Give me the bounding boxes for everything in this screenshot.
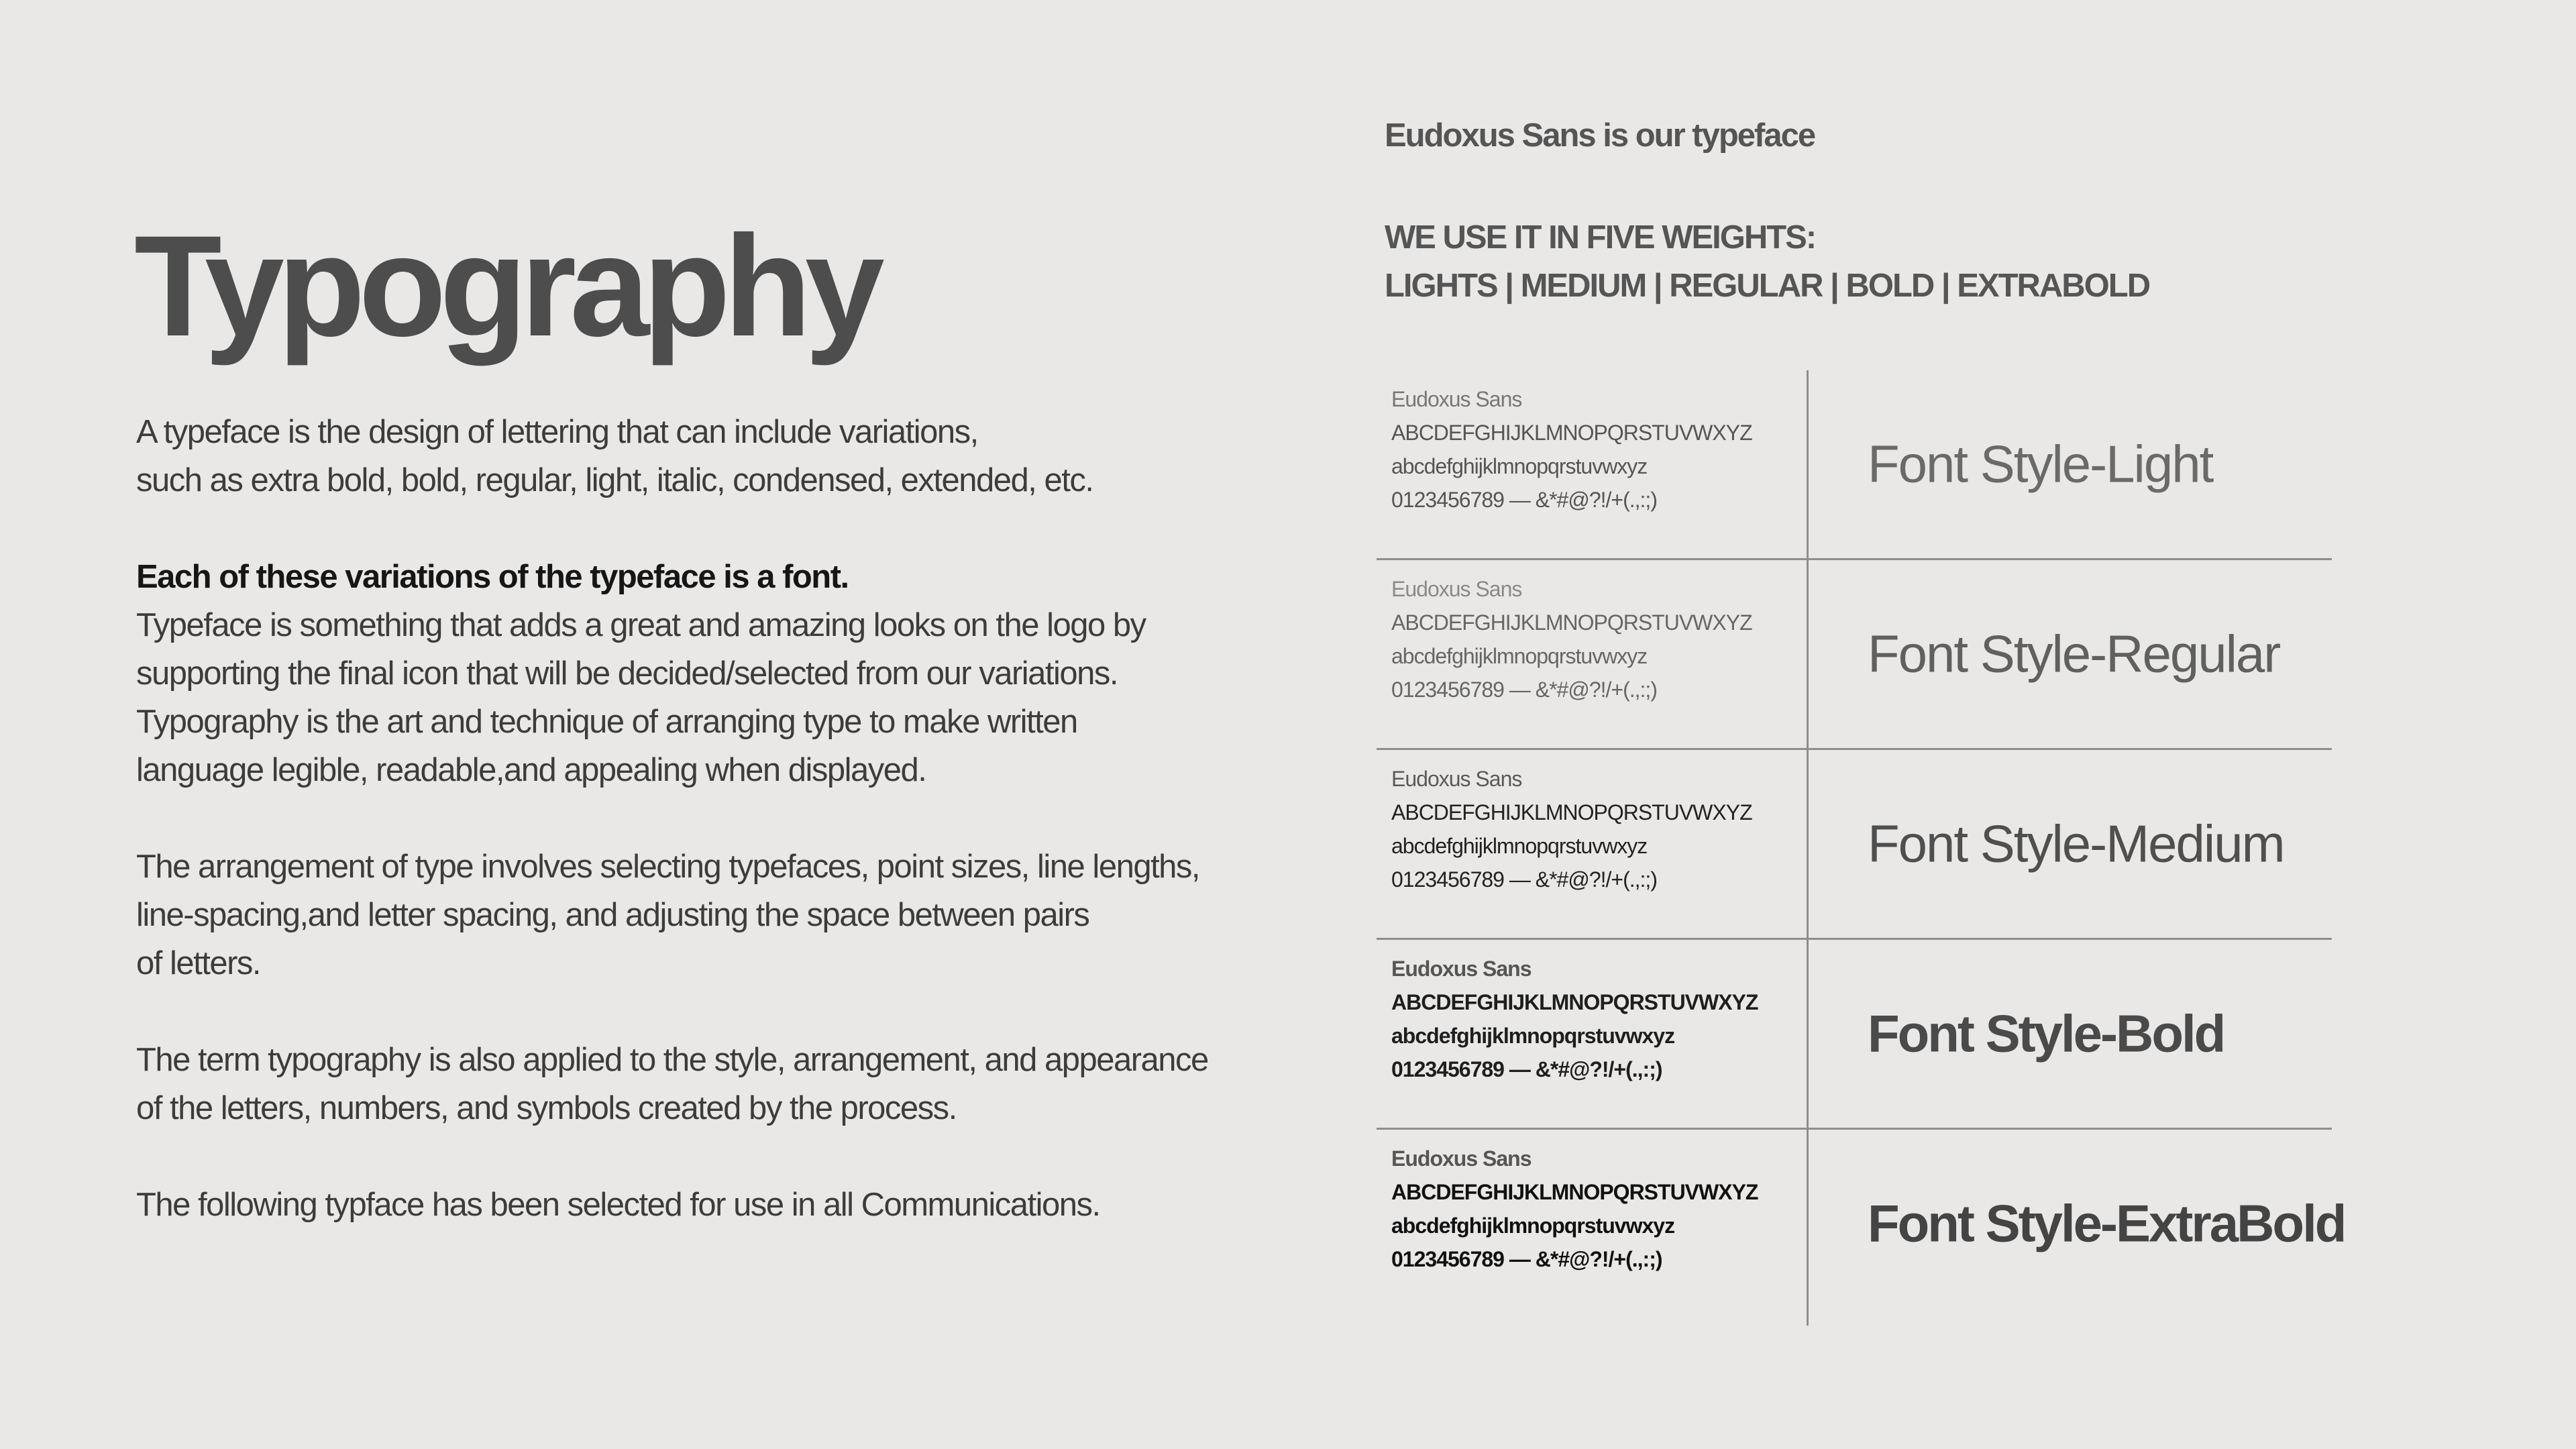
specimen-font-name: Eudoxus Sans: [1391, 767, 1522, 791]
specimen-lowercase: abcdefghijklmnopqrstuvwxyz: [1391, 1024, 1675, 1048]
intro-line: of letters.: [136, 945, 261, 981]
specimen-uppercase: ABCDEFGHIJKLMNOPQRSTUVWXYZ: [1391, 1180, 1758, 1204]
weights-heading-line: WE USE IT IN FIVE WEIGHTS:: [1385, 219, 1816, 256]
specimen-table: [1377, 370, 2345, 1326]
intro-line: A typeface is the design of lettering that can include variations,: [136, 414, 978, 450]
specimen-numerals: 0123456789 — &*#@?!/+(.,:;): [1391, 678, 1657, 702]
specimen-lowercase: abcdefghijklmnopqrstuvwxyz: [1391, 454, 1648, 478]
typeface-heading: Eudoxus Sans is our typeface: [1385, 117, 1815, 154]
intro-text: [136, 408, 1317, 1229]
specimen-row-light: [1377, 370, 2332, 560]
specimen-row-regular: [1377, 560, 2332, 750]
specimen-uppercase: ABCDEFGHIJKLMNOPQRSTUVWXYZ: [1391, 421, 1752, 445]
specimen-numerals: 0123456789 — &*#@?!/+(.,:;): [1391, 488, 1657, 512]
style-label: Font Style-Regular: [1868, 624, 2280, 684]
specimen-lowercase: abcdefghijklmnopqrstuvwxyz: [1391, 834, 1648, 858]
paragraph-gap: [136, 504, 1317, 553]
specimen-row-extrabold: [1377, 1130, 2345, 1318]
intro-emphasis: Each of these variations of the typeface is a font.: [136, 559, 849, 595]
weights-heading: [1385, 213, 2149, 310]
weights-list: LIGHTS | MEDIUM | REGULAR | BOLD | EXTRABOLD: [1385, 268, 2150, 304]
intro-line: Typography is the art and technique of arranging type to make written: [136, 704, 1077, 740]
paragraph-gap: [136, 987, 1317, 1036]
specimen-row-medium: [1377, 750, 2332, 940]
specimen-numerals: 0123456789 — &*#@?!/+(.,:;): [1391, 1247, 1662, 1271]
specimen-numerals: 0123456789 — &*#@?!/+(.,:;): [1391, 1057, 1662, 1081]
intro-line: Typeface is something that adds a great and amazing looks on the logo by: [136, 607, 1146, 643]
intro-line: The term typography is also applied to the style, arrangement, and appearance: [136, 1042, 1208, 1078]
specimen-lowercase: abcdefghijklmnopqrstuvwxyz: [1391, 644, 1648, 668]
specimen-sample: [1391, 1142, 1794, 1276]
intro-line: The following typface has been selected for use in all Communications.: [136, 1187, 1100, 1223]
specimen-sample: [1391, 762, 1794, 896]
specimen-numerals: 0123456789 — &*#@?!/+(.,:;): [1391, 867, 1657, 892]
intro-line: of the letters, numbers, and symbols created by the process.: [136, 1090, 957, 1126]
specimen-font-name: Eudoxus Sans: [1391, 577, 1522, 601]
specimen-row-bold: [1377, 940, 2332, 1130]
paragraph-gap: [136, 794, 1317, 843]
specimen-font-name: Eudoxus Sans: [1391, 1146, 1532, 1171]
intro-line: The arrangement of type involves selecting typefaces, point sizes, line lengths,: [136, 849, 1200, 885]
page-title: Typography: [134, 206, 878, 366]
intro-line: language legible, readable,and appealing when displayed.: [136, 752, 926, 788]
specimen-font-name: Eudoxus Sans: [1391, 387, 1522, 411]
intro-line: line-spacing,and letter spacing, and adjusting the space between pairs: [136, 897, 1089, 933]
specimen-uppercase: ABCDEFGHIJKLMNOPQRSTUVWXYZ: [1391, 990, 1758, 1014]
intro-line: supporting the final icon that will be decided/selected from our variations.: [136, 655, 1118, 692]
style-label: Font Style-Medium: [1868, 814, 2284, 873]
specimen-sample: [1391, 952, 1794, 1086]
style-label: Font Style-Light: [1868, 434, 2213, 494]
style-label: Font Style-ExtraBold: [1868, 1193, 2345, 1253]
specimen-uppercase: ABCDEFGHIJKLMNOPQRSTUVWXYZ: [1391, 610, 1752, 635]
specimen-lowercase: abcdefghijklmnopqrstuvwxyz: [1391, 1214, 1675, 1238]
intro-line: such as extra bold, bold, regular, light, italic, condensed, extended, etc.: [136, 462, 1093, 498]
specimen-sample: [1391, 572, 1794, 706]
paragraph-gap: [136, 1132, 1317, 1181]
specimen-sample: [1391, 382, 1794, 517]
specimen-font-name: Eudoxus Sans: [1391, 957, 1532, 981]
style-label: Font Style-Bold: [1868, 1004, 2224, 1063]
specimen-uppercase: ABCDEFGHIJKLMNOPQRSTUVWXYZ: [1391, 800, 1752, 824]
